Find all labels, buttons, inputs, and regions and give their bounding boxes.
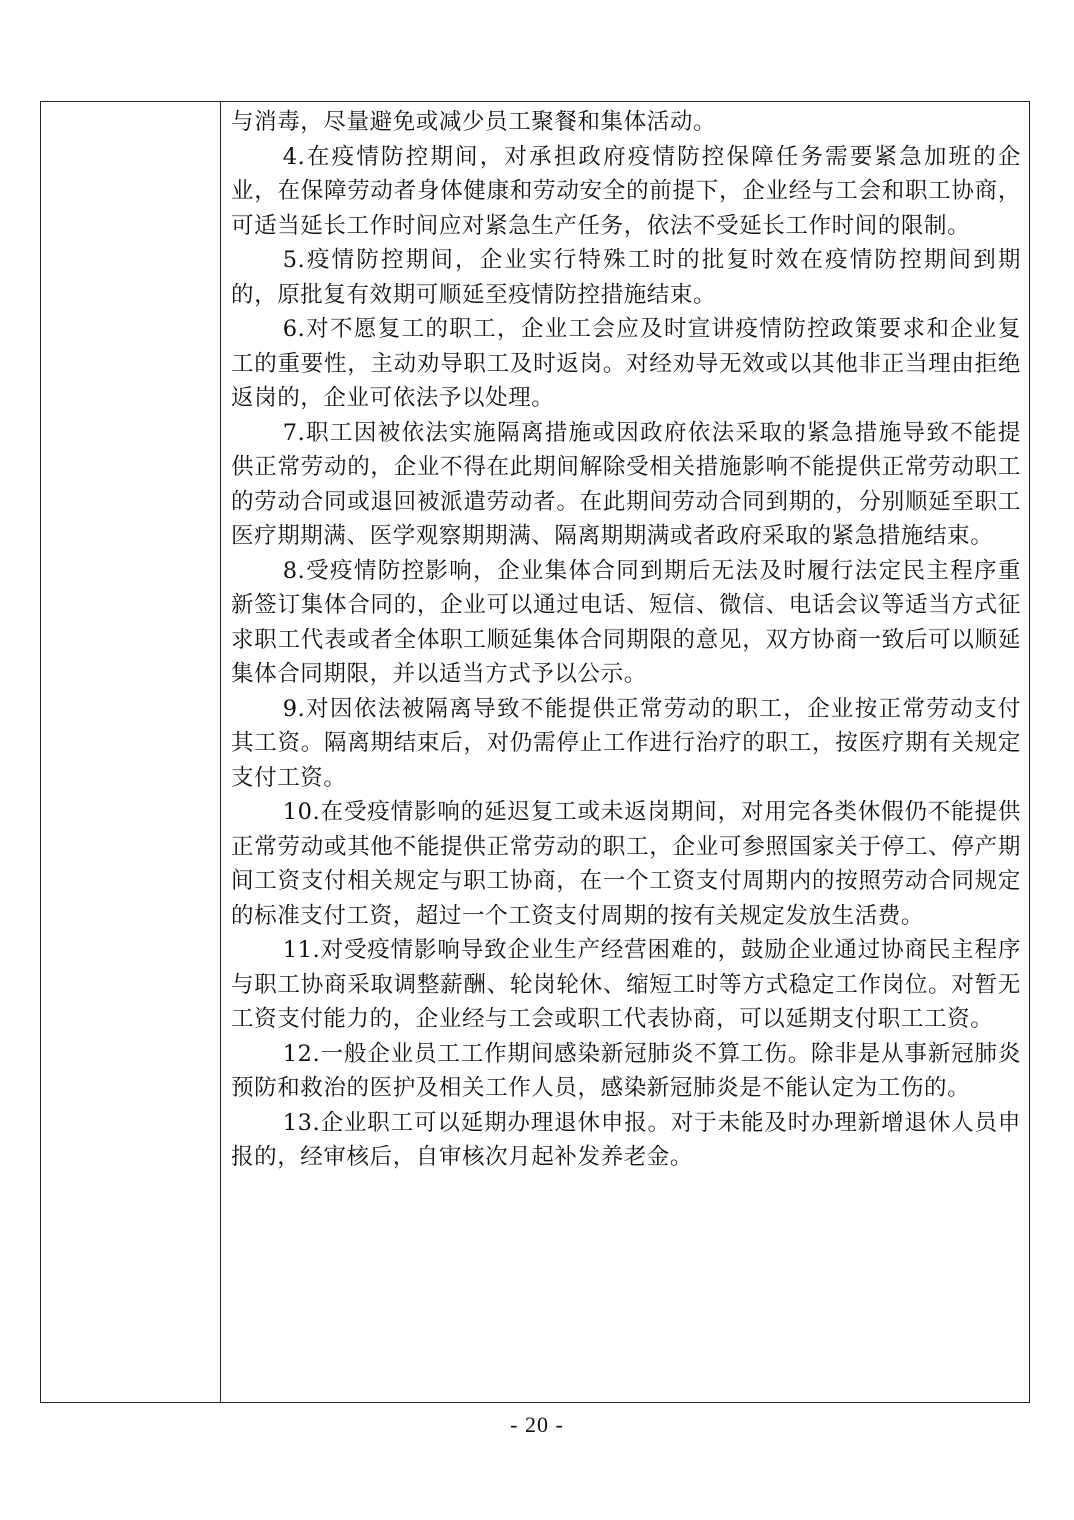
paragraph-item-13: 13.企业职工可以延期办理退休申报。对于未能及时办理新增退休人员申报的，经审核后，自审核次月起补发养老金。 — [231, 1109, 1021, 1170]
paragraph-item-5: 5.疫情防控期间，企业实行特殊工时的批复时效在疫情防控期间到期的，原批复有效期可顺延至疫情防控措施结束。 — [231, 247, 1021, 308]
paragraph-item-12: 12.一般企业员工工作期间感染新冠肺炎不算工伤。除非是从事新冠肺炎预防和救治的医护及相关工作人员，感染新冠肺炎是不能认定为工伤的。 — [231, 1040, 1021, 1101]
paragraph-item-8: 8.受疫情防控影响，企业集体合同到期后无法及时履行法定民主程序重新签订集体合同的，企业可以通过电话、短信、微信、电话会议等适当方式征求职工代表或者全体职工顺延集体合同期限的意见，双方协商一致后可以顺延集体合同期限，并以适当方式予以公示。 — [231, 557, 1021, 687]
paragraph-item-11: 11.对受疫情影响导致企业生产经营困难的，鼓励企业通过协商民主程序与职工协商采取调整薪酬、轮岗轮休、缩短工时等方式稳定工作岗位。对暂无工资支付能力的，企业经与工会或职工代表协商，可以延期支付职工工资。 — [231, 937, 1021, 1032]
paragraph-item-4: 4.在疫情防控期间，对承担政府疫情防控保障任务需要紧急加班的企业，在保障劳动者身体健康和劳动安全的前提下，企业经与工会和职工协商，可适当延长工作时间应对紧急生产任务，依法不受延长工作时间的限制。 — [231, 143, 1021, 239]
paragraph-continuation: 与消毒，尽量避免或减少员工聚餐和集体活动。 — [231, 109, 717, 135]
paragraph-item-6: 6.对不愿复工的职工，企业工会应及时宣讲疫情防控政策要求和企业复工的重要性，主动劝导职工及时返岗。对经劝导无效或以其他非正当理由拒绝返岗的，企业可依法予以处理。 — [231, 316, 1021, 411]
table-content-cell — [221, 102, 1029, 1402]
paragraph-item-9: 9.对因依法被隔离导致不能提供正常劳动的职工，企业按正常劳动支付其工资。隔离期结束后，对仍需停止工作进行治疗的职工，按医疗期有关规定支付工资。 — [231, 695, 1021, 791]
paragraph-item-10: 10.在受疫情影响的延迟复工或未返岗期间，对用完各类休假仍不能提供正常劳动或其他不能提供正常劳动的职工，企业可参照国家关于停工、停产期间工资支付相关规定与职工协商，在一个工资支付周期内的按照劳动合同规定的标准支付工资，超过一个工资支付周期的按有关规定发放生活费。 — [231, 799, 1021, 929]
paragraph-item-7: 7.职工因被依法实施隔离措施或因政府依法采取的紧急措施导致不能提供正常劳动的，企业不得在此期间解除受相关措施影响不能提供正常劳动职工的劳动合同或退回被派遣劳动者。在此期间劳动合同到期的，分别顺延至职工医疗期期满、医学观察期期满、隔离期期满或者政府采取的紧急措施结束。 — [231, 419, 1021, 549]
table-left-cell — [41, 102, 221, 1402]
page-number: - 20 - — [510, 1412, 564, 1437]
document-table — [40, 101, 1030, 1403]
